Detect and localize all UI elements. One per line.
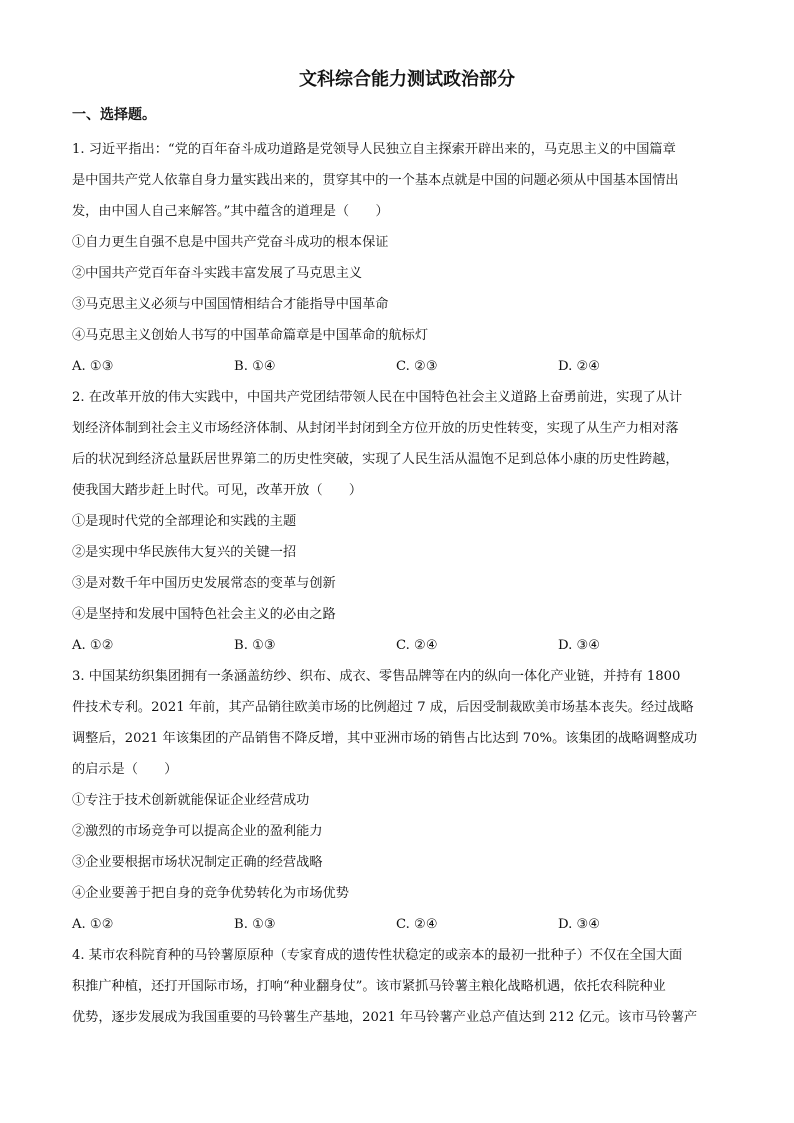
question-stem-line: 的启示是（ ） <box>72 762 178 777</box>
question-1 <box>72 134 718 382</box>
page-title: 文科综合能力测试政治部分 <box>299 69 515 90</box>
choice-c: C. ②④ <box>396 917 438 932</box>
choice-b: B. ①③ <box>234 917 276 932</box>
option-item: ④企业要善于把自身的竞争优势转化为市场优势 <box>72 886 349 901</box>
option-item: ②激烈的市场竞争可以提高企业的盈利能力 <box>72 824 323 839</box>
question-stem-line: 后的状况到经济总量跃居世界第二的历史性突破，实现了人民生活从温饱不足到总体小康的历史性跨越， <box>72 452 679 467</box>
option-item: ①自力更生自强不息是中国共产党奋斗成功的根本保证 <box>72 235 389 250</box>
choice-d: D. ②④ <box>558 359 601 374</box>
answer-choices <box>72 351 718 382</box>
question-stem-line: 是中国共产党人依靠自身力量实践出来的，贯穿其中的一个基本点就是中国的问题必须从中国基本国情出 <box>72 173 679 188</box>
question-stem-line: 调整后，2021 年该集团的产品销售不降反增，其中亚洲市场的销售占比达到 70%。该集团的战略调整成功 <box>72 731 698 746</box>
question-stem-line: 1. 习近平指出：“党的百年奋斗成功道路是党领导人民独立自主探索开辟出来的，马克思主义的中国篇章 <box>72 142 676 157</box>
option-item: ①专注于技术创新就能保证企业经营成功 <box>72 793 310 808</box>
choice-d: D. ③④ <box>558 638 601 653</box>
option-item: ②中国共产党百年奋斗实践丰富发展了马克思主义 <box>72 266 363 281</box>
section-heading: 一、选择题。 <box>72 107 156 123</box>
choice-b: B. ①③ <box>234 638 276 653</box>
option-item: ③企业要根据市场状况制定正确的经营战略 <box>72 855 323 870</box>
question-2 <box>72 382 718 661</box>
question-stem-line: 划经济体制到社会主义市场经济体制、从封闭半封闭到全方位开放的历史性转变，实现了从生产力相对落 <box>72 421 679 436</box>
answer-choices <box>72 630 718 661</box>
option-item: ④是坚持和发展中国特色社会主义的必由之路 <box>72 607 336 622</box>
question-stem-line: 优势，逐步发展成为我国重要的马铃薯生产基地，2021 年马铃薯产业总产值达到 212 亿元。该市马铃薯产 <box>72 1010 698 1025</box>
question-stem-line: 2. 在改革开放的伟大实践中，中国共产党团结带领人民在中国特色社会主义道路上奋勇前进，实现了从计 <box>72 390 683 405</box>
choice-a: A. ①② <box>72 638 114 653</box>
question-stem-line: 4. 某市农科院育种的马铃薯原原种（专家育成的遗传性状稳定的或亲本的最初一批种子）不仅在全国大面 <box>72 948 683 963</box>
question-stem-line: 积推广种植，还打开国际市场，打响“种业翻身仗”。该市紧抓马铃薯主粮化战略机遇，依托农科院种业 <box>72 979 666 994</box>
choice-a: A. ①② <box>72 917 114 932</box>
choice-d: D. ③④ <box>558 917 601 932</box>
option-item: ④马克思主义创始人书写的中国革命篇章是中国革命的航标灯 <box>72 328 429 343</box>
question-stem-line: 使我国大踏步赶上时代。可见，改革开放（ ） <box>72 483 363 498</box>
option-item: ③是对数千年中国历史发展常态的变革与创新 <box>72 576 336 591</box>
option-item: ①是现时代党的全部理论和实践的主题 <box>72 514 297 529</box>
choice-b: B. ①④ <box>234 359 276 374</box>
question-stem-line: 件技术专利。2021 年前，其产品销往欧美市场的比例超过 7 成，后因受制裁欧美市场基本丧失。经过战略 <box>72 700 694 715</box>
question-4 <box>72 940 718 1033</box>
option-item: ③马克思主义必须与中国国情相结合才能指导中国革命 <box>72 297 389 312</box>
choice-a: A. ①③ <box>72 359 114 374</box>
answer-choices <box>72 909 718 940</box>
question-stem-line: 3. 中国某纺织集团拥有一条涵盖纺纱、织布、成衣、零售品牌等在内的纵向一体化产业链，并持有 1800 <box>72 669 681 684</box>
question-3 <box>72 661 718 940</box>
choice-c: C. ②③ <box>396 359 438 374</box>
question-stem-line: 发，由中国人自己来解答。”其中蕴含的道理是（ ） <box>72 204 389 219</box>
option-item: ②是实现中华民族伟大复兴的关键一招 <box>72 545 297 560</box>
choice-c: C. ②④ <box>396 638 438 653</box>
